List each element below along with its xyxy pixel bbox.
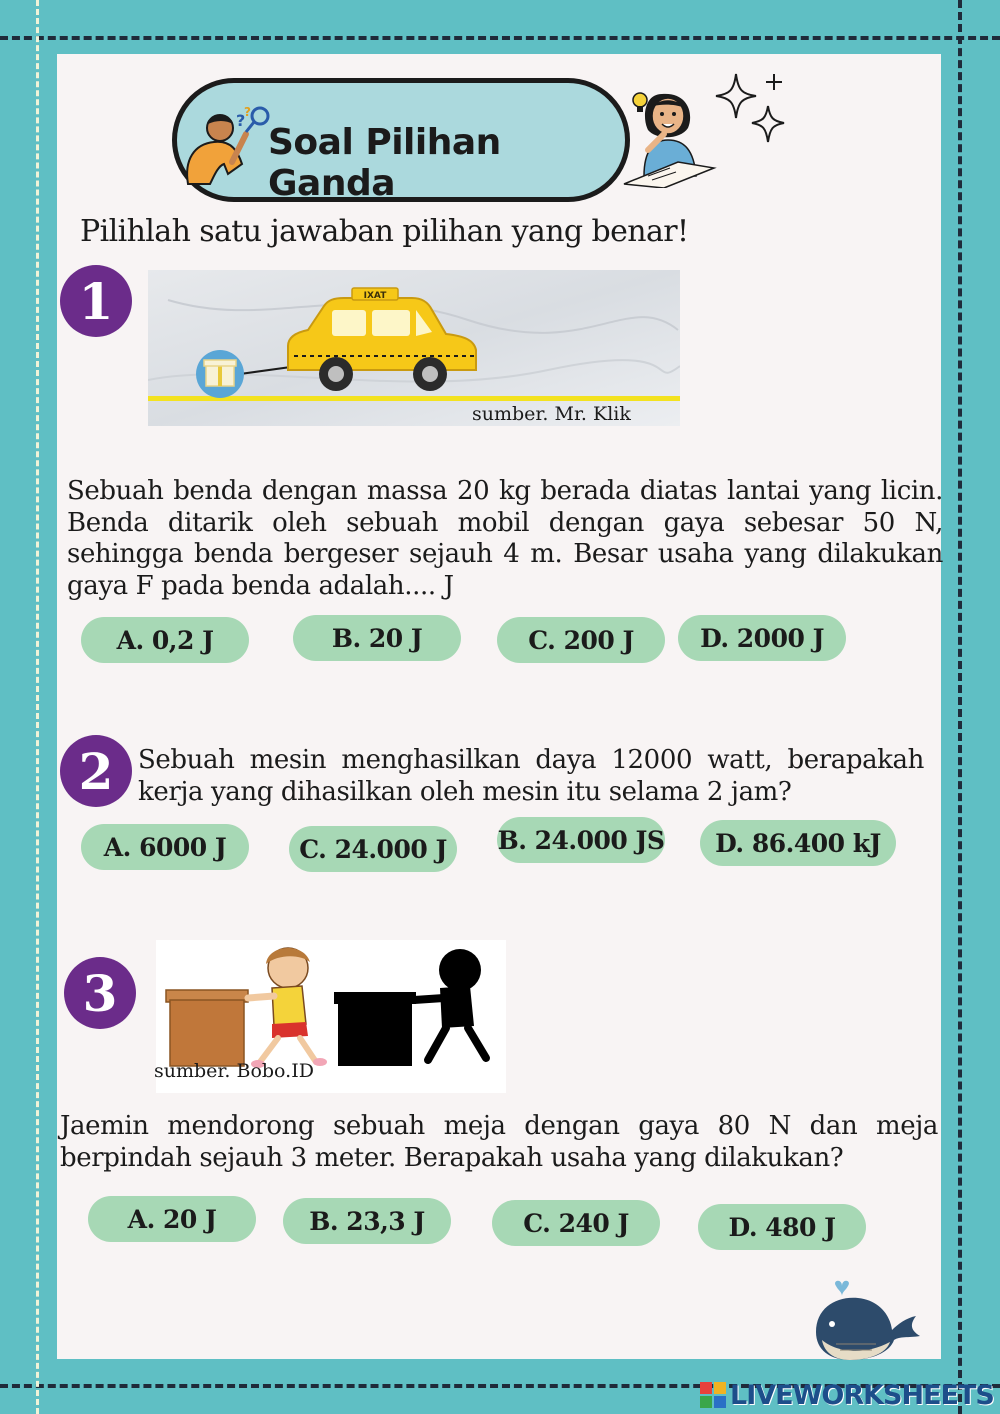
question-2-text: Sebuah mesin menghasilkan daya 12000 watt, berapakah kerja yang dihasilkan oleh mesin itu selama 2 jam?: [138, 745, 924, 807]
question-3-image-credit: sumber. Bobo.ID: [154, 1060, 314, 1082]
sparkle-icon: [712, 66, 792, 156]
question-2-number: 2: [60, 735, 132, 807]
question-1-number: 1: [60, 265, 132, 337]
question-3-option-a[interactable]: A. 20 J: [88, 1196, 256, 1242]
taxi-sign-text: IXAT: [363, 291, 387, 301]
whale-icon: [806, 1278, 926, 1362]
svg-text:?: ?: [244, 105, 251, 119]
question-2-option-a[interactable]: A. 6000 J: [81, 824, 249, 870]
question-2-option-c[interactable]: B. 24.000 JS: [497, 817, 665, 863]
svg-text:?: ?: [236, 111, 246, 130]
right-dashed-border: [958, 0, 962, 1414]
question-3-option-b[interactable]: B. 23,3 J: [283, 1198, 451, 1244]
question-1-option-d[interactable]: D. 2000 J: [678, 615, 846, 661]
question-2-option-b[interactable]: C. 24.000 J: [289, 826, 457, 872]
question-1-option-c[interactable]: C. 200 J: [497, 617, 665, 663]
question-3-text: Jaemin mendorong sebuah meja dengan gaya 80 N dan meja berpindah sejauh 3 meter. Berapakah usaha yang dilakukan?: [60, 1111, 938, 1173]
studying-girl-illustration: [618, 84, 718, 188]
page-title: Soal Pilihan Ganda: [268, 122, 501, 204]
question-1-option-a[interactable]: A. 0,2 J: [81, 617, 249, 663]
top-dashed-border: [0, 36, 1000, 40]
question-3-number: 3: [64, 957, 136, 1029]
question-1-option-b[interactable]: B. 20 J: [293, 615, 461, 661]
thinking-person-icon: [180, 104, 270, 188]
question-3-option-d[interactable]: D. 480 J: [698, 1204, 866, 1250]
liveworksheets-logo-icon: [700, 1382, 726, 1408]
question-1-image-credit: sumber. Mr. Klik: [472, 403, 631, 425]
liveworksheets-logo[interactable]: [700, 1378, 994, 1412]
question-2-option-d[interactable]: D. 86.400 kJ: [700, 820, 896, 866]
question-3-option-c[interactable]: C. 240 J: [492, 1200, 660, 1246]
instruction-text: Pilihlah satu jawaban pilihan yang benar!: [80, 214, 689, 249]
liveworksheets-brand-text: LIVEWORKSHEETS: [730, 1379, 994, 1411]
left-dashed-border: [36, 0, 39, 1414]
question-1-text: Sebuah benda dengan massa 20 kg berada diatas lantai yang licin. Benda ditarik oleh sebuah mobil dengan gaya sebesar 50 N, sehingga benda bergeser sejauh 4 m. Besar usaha yang dilakukan gaya F pada benda adalah.... J: [67, 476, 943, 601]
